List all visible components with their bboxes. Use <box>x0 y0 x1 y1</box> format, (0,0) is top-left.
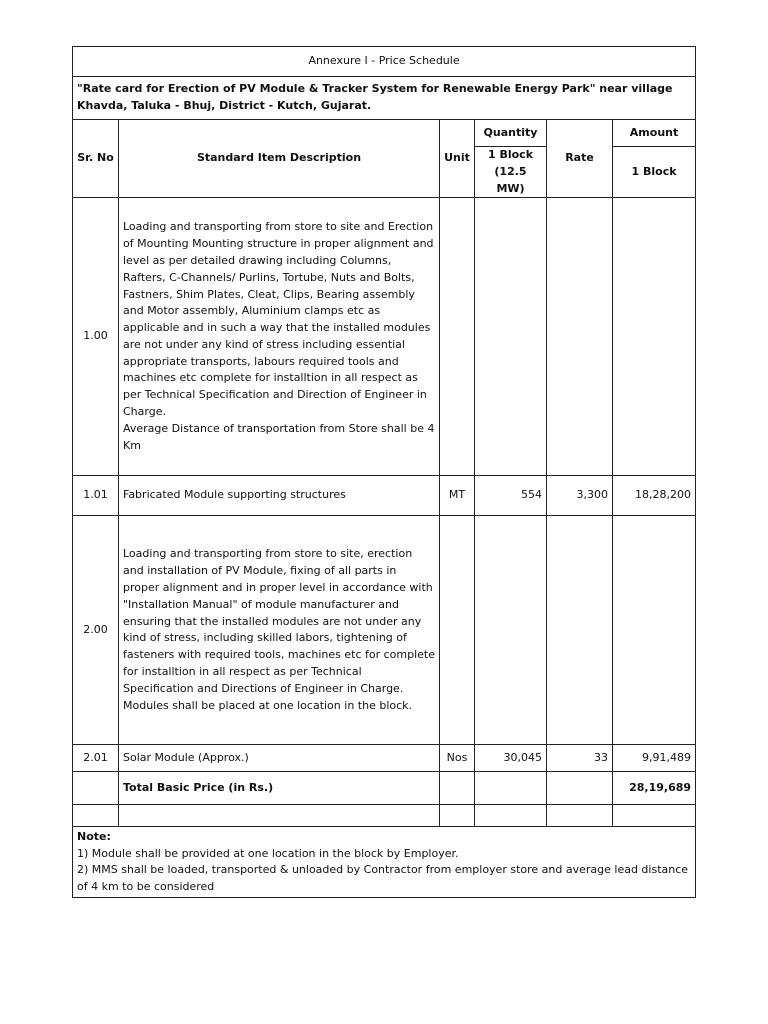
empty-cell <box>73 805 119 827</box>
empty-cell <box>475 805 547 827</box>
row-amount <box>613 198 696 476</box>
row-unit <box>440 516 475 745</box>
row-unit: Nos <box>440 745 475 772</box>
row-quantity <box>475 198 547 476</box>
row-rate: 3,300 <box>547 476 613 516</box>
row-quantity: 30,045 <box>475 745 547 772</box>
empty-cell <box>119 805 440 827</box>
header-sr-no: Sr. No <box>73 120 119 198</box>
row-rate <box>547 198 613 476</box>
row-description <box>119 516 440 745</box>
total-blank-cell <box>73 772 119 805</box>
total-label: Total Basic Price (in Rs.) <box>119 772 440 805</box>
note-heading: Note: <box>77 829 111 843</box>
description-paragraph: Loading and transporting from store to site and Erection of Mounting Mounting structure in proper alignment and level as per detailed drawing including Columns, Rafters, C-Channels/ Purlins, Tortube, Nuts and Bolts, Fastners, Shim Plates, Cleat, Clips, Bearing assembly and Motor assembly, Aluminium clamps etc as applicable and in such a way that the installed modules are not under any kind of stress including essential appropriate transports, labours required tools and machines etc complete for installtion in all respect as per Technical Specification and Direction of Engineer in Charge. <box>123 220 434 419</box>
row-description <box>119 198 440 476</box>
row-rate: 33 <box>547 745 613 772</box>
empty-cell <box>613 805 696 827</box>
empty-cell <box>547 805 613 827</box>
header-description: Standard Item Description <box>119 120 440 198</box>
table-row <box>73 745 696 772</box>
row-unit: MT <box>440 476 475 516</box>
description-paragraph: Loading and transporting from store to site, erection and installation of PV Module, fixing of all parts in proper alignment and in proper level in accordance with "Installation Manual" of module manufacturer and ensuring that the installed modules are not under any kind of stress, including skilled labors, tightening of fasteners with required tools, machines etc for complete for installtion in all respect as per Technical Specification and Directions of Engineer in Charge. <box>123 547 436 695</box>
total-amount: 28,19,689 <box>613 772 696 805</box>
header-amount-sub: 1 Block <box>613 147 696 198</box>
header-amount: Amount <box>613 120 696 147</box>
row-description: Fabricated Module supporting structures <box>119 476 440 516</box>
total-blank-cell <box>547 772 613 805</box>
total-blank-cell <box>440 772 475 805</box>
page-title: Annexure I - Price Schedule <box>73 47 696 77</box>
row-unit <box>440 198 475 476</box>
total-blank-cell <box>475 772 547 805</box>
note-block <box>73 827 696 898</box>
total-row <box>73 772 696 805</box>
header-rate: Rate <box>547 120 613 198</box>
row-quantity: 554 <box>475 476 547 516</box>
row-amount: 9,91,489 <box>613 745 696 772</box>
empty-cell <box>440 805 475 827</box>
subtitle-row <box>73 77 696 120</box>
description-paragraph: Average Distance of transportation from Store shall be 4 Km <box>123 421 435 452</box>
row-quantity <box>475 516 547 745</box>
header-quantity: Quantity <box>475 120 547 147</box>
empty-row <box>73 805 696 827</box>
row-description: Solar Module (Approx.) <box>119 745 440 772</box>
row-amount: 18,28,200 <box>613 476 696 516</box>
note-row <box>73 827 696 898</box>
header-unit: Unit <box>440 120 475 198</box>
note-item: 2) MMS shall be loaded, transported & unloaded by Contractor from employer store and average lead distance of 4 km to be considered <box>77 863 689 894</box>
table-row <box>73 198 696 476</box>
subtitle: "Rate card for Erection of PV Module & Tracker System for Renewable Energy Park" near village Khavda, Taluka - Bhuj, District - Kutch, Gujarat. <box>73 77 696 120</box>
title-row <box>73 47 696 77</box>
row-sr-no: 1.01 <box>73 476 119 516</box>
row-sr-no: 1.00 <box>73 198 119 476</box>
row-rate <box>547 516 613 745</box>
header-quantity-sub: 1 Block (12.5 MW) <box>475 147 547 198</box>
row-sr-no: 2.00 <box>73 516 119 745</box>
price-schedule-table <box>72 46 696 898</box>
note-item: 1) Module shall be provided at one location in the block by Employer. <box>77 846 459 860</box>
row-sr-no: 2.01 <box>73 745 119 772</box>
table-row <box>73 476 696 516</box>
header-row <box>73 120 696 147</box>
row-amount <box>613 516 696 745</box>
description-paragraph: Modules shall be placed at one location in the block. <box>123 698 413 712</box>
table-row <box>73 516 696 745</box>
